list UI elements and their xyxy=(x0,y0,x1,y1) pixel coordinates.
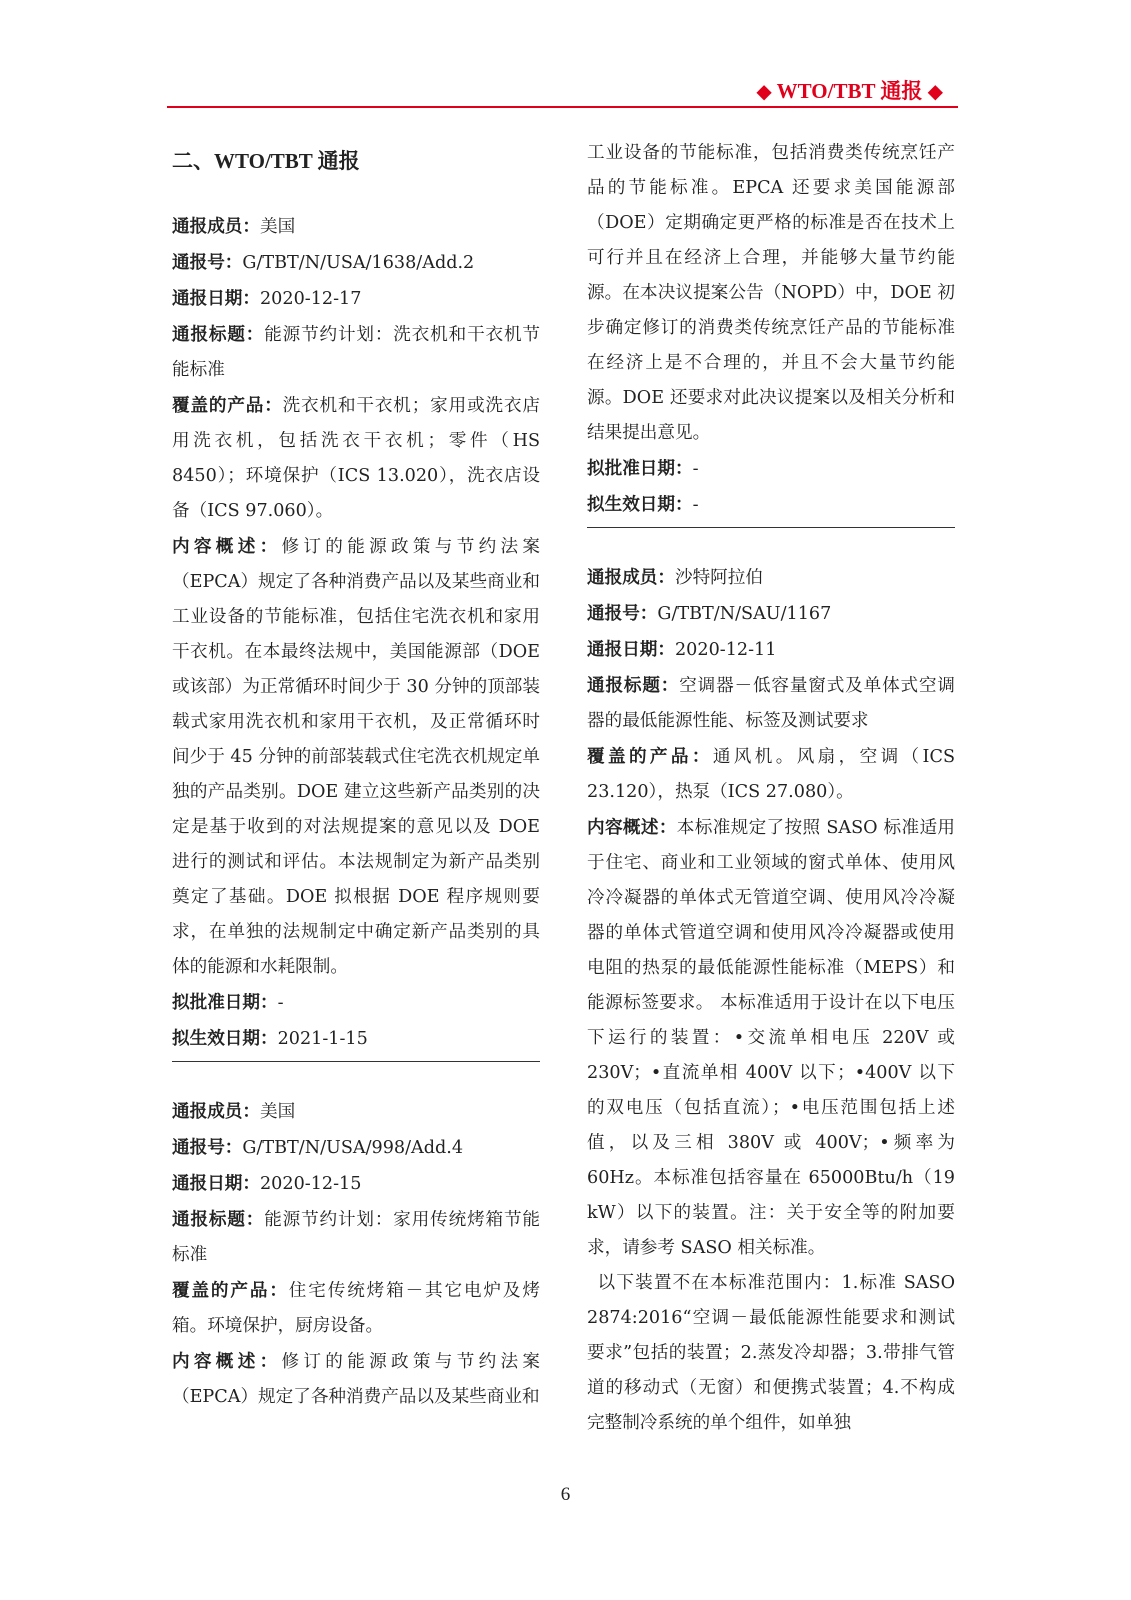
notification-entry-2 xyxy=(172,1094,540,1415)
member-line: 通报成员：美国 xyxy=(172,1101,296,1122)
title-line: 通报标题：空调器－低容量窗式及单体式空调器的最低能源性能、标签及测试要求 xyxy=(587,675,955,731)
date-line: 通报日期：2020-12-11 xyxy=(587,639,777,660)
right-column xyxy=(587,136,955,1441)
effective-date-line: 拟生效日期：2021-1-15 xyxy=(172,1028,368,1049)
summary-line: 内容概述：本标准规定了按照 SASO 标准适用于住宅、商业和工业领域的窗式单体、使用风冷冷凝器的单体式无管道空调、使用风冷冷凝器的单体式管道空调和使用风冷冷凝器或使用电阻的热泵的最低能源性能标准（MEPS）和能源标签要求。 本标准适用于设计在以下电压下运行的装置：•交流单相电压 220V 或 230V；•直流单相 400V 以下；•400V 以下的双电压（包括直流）；•电压范围包括上述值，以及三相 380V 或 400V；•频率为 60Hz。本标准包括容量在 65000Btu/h（19 kW）以下的装置。注：关于安全等的附加要求，请参考 SASO 相关标准。 xyxy=(587,817,955,1258)
date-line: 通报日期：2020-12-17 xyxy=(172,288,362,309)
summary-line: 内容概述：修订的能源政策与节约法案（EPCA）规定了各种消费产品以及某些商业和工业设备的节能标准，包括住宅洗衣机和家用干衣机。在本最终法规中，美国能源部（DOE 或该部）为正常循环时间少于 30 分钟的顶部装载式家用洗衣机和家用干衣机，及正常循环时间少于 45 分钟的前部装载式住宅洗衣机规定单独的产品类别。DOE 建立这些新产品类别的决定是基于收到的对法规提案的意见以及 DOE 进行的测试和评估。本法规制定为新产品类别奠定了基础。DOE 拟根据 DOE 程序规则要求，在单独的法规制定中确定新产品类别的具体的能源和水耗限制。 xyxy=(172,536,540,977)
diamond-icon: ◆ xyxy=(927,81,943,103)
member-line: 通报成员：美国 xyxy=(172,216,296,237)
notification-entry-1 xyxy=(172,209,540,1062)
number-line: 通报号：G/TBT/N/SAU/1167 xyxy=(587,603,832,624)
page-header xyxy=(756,76,943,107)
summary-continued: 工业设备的节能标准，包括消费类传统烹饪产品的节能标准。EPCA 还要求美国能源部（DOE）定期确定更严格的标准是否在技术上可行并且在经济上合理，并能够大量节约能源。在本决议提案公告（NOPD）中，DOE 初步确定修订的消费类传统烹饪产品的节能标准在经济上是不合理的，并且不会大量节约能源。DOE 还要求对此决议提案以及相关分析和结果提出意见。 xyxy=(587,143,955,443)
products-line: 覆盖的产品：洗衣机和干衣机；家用或洗衣店用洗衣机，包括洗衣干衣机；零件（HS 8450）；环境保护（ICS 13.020），洗衣店设备（ICS 97.060）。 xyxy=(172,395,540,521)
summary-continued: 以下装置不在本标准范围内：1.标准 SASO 2874:2016“空调－最低能源性能要求和测试要求”包括的装置；2.蒸发冷却器；3.带排气管道的移动式（无窗）和便携式装置；4.不构成完整制冷系统的单个组件，如单独 xyxy=(587,1273,955,1433)
left-column xyxy=(172,136,540,1415)
notification-entry-3 xyxy=(587,560,955,1441)
products-line: 覆盖的产品：住宅传统烤箱－其它电炉及烤箱。环境保护，厨房设备。 xyxy=(172,1280,540,1336)
diamond-icon: ◆ xyxy=(756,81,772,103)
products-line: 覆盖的产品：通风机。风扇，空调（ICS 23.120），热泵（ICS 27.080）。 xyxy=(587,746,955,802)
header-divider xyxy=(167,106,958,108)
number-line: 通报号：G/TBT/N/USA/1638/Add.2 xyxy=(172,252,475,273)
approval-date-line: 拟批准日期：- xyxy=(172,992,284,1013)
header-title: WTO/TBT 通报 xyxy=(776,79,923,103)
date-line: 通报日期：2020-12-15 xyxy=(172,1173,362,1194)
section-title: 二、WTO/TBT 通报 xyxy=(172,149,360,173)
title-line: 通报标题：能源节约计划：家用传统烤箱节能标准 xyxy=(172,1209,540,1265)
approval-date-line: 拟批准日期：- xyxy=(587,458,699,479)
number-line: 通报号：G/TBT/N/USA/998/Add.4 xyxy=(172,1137,464,1158)
member-line: 通报成员：沙特阿拉伯 xyxy=(587,567,763,588)
page-number: 6 xyxy=(560,1484,571,1505)
notification-entry-2-continued xyxy=(587,136,955,528)
summary-line: 内容概述：修订的能源政策与节约法案（EPCA）规定了各种消费产品以及某些商业和 xyxy=(172,1351,540,1407)
title-line: 通报标题：能源节约计划：洗衣机和干衣机节能标准 xyxy=(172,324,540,380)
effective-date-line: 拟生效日期：- xyxy=(587,494,699,515)
